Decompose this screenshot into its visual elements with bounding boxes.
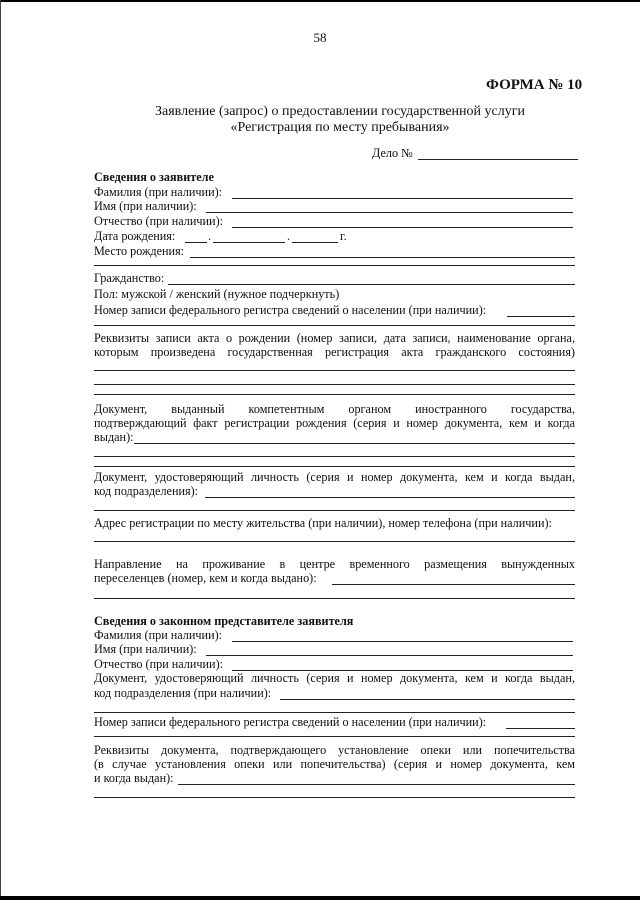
- rep-id-doc-field[interactable]: [280, 699, 575, 700]
- applicant-id-doc-field[interactable]: [94, 510, 575, 511]
- guardianship-field[interactable]: [178, 784, 575, 785]
- applicant-address-label: Адрес регистрации по месту жительства (при наличии), номер телефона (при наличии):: [94, 516, 552, 530]
- applicant-id-doc-label-cont: код подразделения):: [94, 484, 199, 498]
- applicant-birth-date-label: Дата рождения:: [94, 229, 176, 243]
- birth-month-field[interactable]: [213, 242, 285, 243]
- applicant-surname-field[interactable]: [232, 198, 573, 199]
- birth-record-field[interactable]: [94, 394, 575, 395]
- foreign-doc-label: Документ, выданный компетентным органом иностранного государства,: [94, 402, 575, 416]
- foreign-doc-label-end: выдан):: [94, 430, 134, 444]
- rep-name-field[interactable]: [206, 655, 573, 656]
- rep-name-label: Имя (при наличии):: [94, 642, 197, 656]
- birth-date-separator: .: [287, 229, 291, 243]
- birth-record-label-cont: которым произведена государственная регистрация акта гражданского состояния): [94, 345, 575, 359]
- birth-record-label: Реквизиты записи акта о рождении (номер записи, дата записи, наименование органа,: [94, 331, 575, 345]
- applicant-birth-place-label: Место рождения:: [94, 244, 185, 258]
- representative-heading: Сведения о законном представителе заявителя: [94, 614, 354, 628]
- applicant-registry-number-field[interactable]: [507, 316, 575, 317]
- page-number: 58: [313, 30, 327, 45]
- rep-registry-number-field-extra[interactable]: [94, 736, 575, 737]
- guardianship-field[interactable]: [94, 797, 575, 798]
- page-left-border: [0, 0, 1, 900]
- page-bottom-border: [0, 896, 640, 900]
- birth-date-separator: .: [208, 229, 212, 243]
- applicant-heading: Сведения о заявителе: [94, 170, 214, 184]
- applicant-citizenship-field[interactable]: [168, 284, 575, 285]
- birth-record-field[interactable]: [94, 370, 575, 371]
- applicant-sex-label: Пол: мужской / женский (нужное подчеркнуть): [94, 287, 340, 301]
- birth-year-field[interactable]: [292, 242, 338, 243]
- rep-surname-field[interactable]: [232, 641, 573, 642]
- foreign-doc-label-cont: подтверждающий факт регистрации рождения (серия и номер документа, кем и когда: [94, 416, 575, 430]
- rep-patronymic-label: Отчество (при наличии):: [94, 657, 224, 671]
- foreign-doc-field[interactable]: [94, 466, 575, 467]
- rep-surname-label: Фамилия (при наличии):: [94, 628, 223, 642]
- guardianship-label-cont: (в случае установления опеки или попечительства) (серия и номер документа, кем: [94, 757, 575, 771]
- applicant-id-doc-field[interactable]: [205, 497, 575, 498]
- referral-label-cont: переселенцев (номер, кем и когда выдано):: [94, 571, 317, 585]
- applicant-registry-number-label: Номер записи федерального регистра сведений о населении (при наличии):: [94, 303, 487, 317]
- case-number-label: Дело №: [372, 146, 413, 160]
- applicant-id-doc-label: Документ, удостоверяющий личность (серия и номер документа, кем и когда выдан,: [94, 470, 575, 484]
- rep-id-doc-label: Документ, удостоверяющий личность (серия и номер документа, кем и когда выдан,: [94, 671, 575, 685]
- rep-id-doc-field[interactable]: [94, 712, 575, 713]
- case-number-field[interactable]: [418, 159, 578, 160]
- applicant-surname-label: Фамилия (при наличии):: [94, 185, 223, 199]
- applicant-birth-place-field-extra[interactable]: [94, 265, 575, 266]
- guardianship-label: Реквизиты документа, подтверждающего установление опеки или попечительства: [94, 743, 575, 757]
- applicant-birth-place-field[interactable]: [190, 257, 575, 258]
- document-title: Заявление (запрос) о предоставлении государственной услуги: [155, 104, 525, 119]
- rep-registry-number-label: Номер записи федерального регистра сведений о населении (при наличии):: [94, 715, 487, 729]
- birth-record-field[interactable]: [94, 384, 575, 385]
- applicant-name-field[interactable]: [206, 212, 573, 213]
- rep-registry-number-field[interactable]: [506, 728, 575, 729]
- applicant-patronymic-field[interactable]: [232, 227, 573, 228]
- applicant-name-label: Имя (при наличии):: [94, 199, 197, 213]
- foreign-doc-field[interactable]: [94, 456, 575, 457]
- referral-field[interactable]: [94, 598, 575, 599]
- document-subtitle: «Регистрация по месту пребывания»: [230, 120, 450, 135]
- birth-year-suffix: г.: [340, 229, 347, 243]
- foreign-doc-field[interactable]: [134, 443, 575, 444]
- applicant-registry-number-field-extra[interactable]: [94, 325, 575, 326]
- form-label: ФОРМА № 10: [486, 77, 583, 93]
- referral-label: Направление на проживание в центре временного размещения вынужденных: [94, 557, 575, 571]
- birth-day-field[interactable]: [185, 242, 207, 243]
- applicant-patronymic-label: Отчество (при наличии):: [94, 214, 224, 228]
- guardianship-label-end: и когда выдан):: [94, 771, 174, 785]
- applicant-address-field[interactable]: [94, 541, 575, 542]
- applicant-citizenship-label: Гражданство:: [94, 271, 165, 285]
- rep-id-doc-label-cont: код подразделения (при наличии):: [94, 686, 272, 700]
- page-top-border: [0, 0, 640, 2]
- referral-field[interactable]: [332, 584, 575, 585]
